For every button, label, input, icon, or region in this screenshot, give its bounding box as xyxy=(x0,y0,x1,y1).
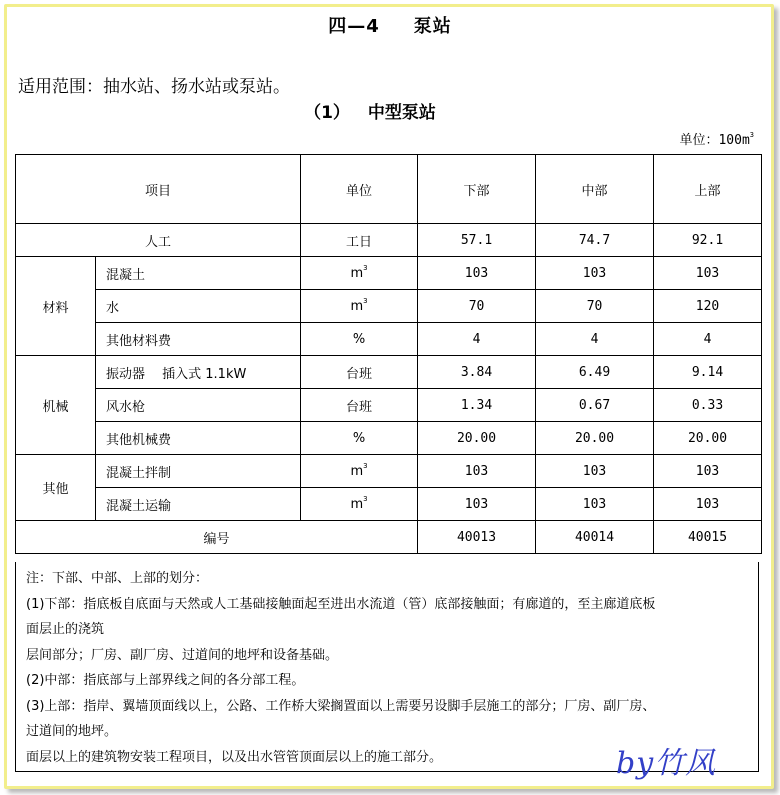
labor-label: 人工 xyxy=(16,224,301,257)
row-item-name: 混凝土运输 xyxy=(96,488,301,521)
row-value: 6.49 xyxy=(536,356,654,389)
row-value: 1.34 xyxy=(418,389,536,422)
header-unit: 单位 xyxy=(301,155,418,224)
row-unit xyxy=(301,422,418,455)
row-value: 70 xyxy=(536,290,654,323)
row-unit-text: 台班 xyxy=(346,399,373,415)
page-title xyxy=(0,12,780,38)
scope-text: 适用范围：抽水站、扬水站或泵站。 xyxy=(18,77,290,97)
table-row xyxy=(16,323,762,356)
unit-label xyxy=(679,129,754,148)
labor-unit: 工日 xyxy=(301,224,418,257)
labor-value-lower: 57.1 xyxy=(418,224,536,257)
row-value: 20.00 xyxy=(654,422,762,455)
table-row xyxy=(16,455,762,488)
row-value: 103 xyxy=(654,257,762,290)
code-value-upper: 40015 xyxy=(654,521,762,554)
table-row xyxy=(16,389,762,422)
row-item-name: 水 xyxy=(96,290,301,323)
row-value: 70 xyxy=(418,290,536,323)
labor-value-upper: 92.1 xyxy=(654,224,762,257)
table-row xyxy=(16,356,762,389)
note-line: 过道间的地坪。 xyxy=(26,724,118,739)
table-row-code xyxy=(16,521,762,554)
row-value: 103 xyxy=(536,455,654,488)
row-value: 4 xyxy=(536,323,654,356)
table-row-labor xyxy=(16,224,762,257)
code-value-middle: 40014 xyxy=(536,521,654,554)
row-value: 103 xyxy=(536,488,654,521)
row-unit xyxy=(301,389,418,422)
code-value-lower: 40013 xyxy=(418,521,536,554)
row-item-name: 振动器 插入式 1.1kW xyxy=(96,356,301,389)
row-item-name: 风水枪 xyxy=(96,389,301,422)
subtitle-name: 中型泵站 xyxy=(367,103,436,123)
row-unit-text: % xyxy=(352,430,366,446)
row-value: 103 xyxy=(418,257,536,290)
note-line: 层间部分；厂房、副厂房、过道间的地坪和设备基础。 xyxy=(26,647,339,663)
row-unit-text: m xyxy=(350,265,364,281)
section-name: 泵站 xyxy=(413,16,452,37)
note-line: (1)下部：指底板自底面与天然或人工基础接触面起至进出水流道（管）底部接触面；有廊道的，至主廊道底板 xyxy=(26,596,656,612)
labor-value-middle: 74.7 xyxy=(536,224,654,257)
row-item-name: 混凝土 xyxy=(96,257,301,290)
row-unit-sup: 3 xyxy=(363,263,368,272)
row-value: 9.14 xyxy=(654,356,762,389)
group-label: 机械 xyxy=(16,356,96,455)
note-line: 注：下部、中部、上部的划分： xyxy=(26,571,209,586)
unit-prefix: 单位：100m xyxy=(679,133,750,148)
row-unit-sup: 3 xyxy=(363,461,368,470)
header-col-middle: 中部 xyxy=(536,155,654,224)
row-value: 3.84 xyxy=(418,356,536,389)
row-value: 120 xyxy=(654,290,762,323)
row-unit-text: m xyxy=(350,496,364,512)
table-row xyxy=(16,422,762,455)
row-item-name: 混凝土拌制 xyxy=(96,455,301,488)
row-unit xyxy=(301,488,418,521)
header-col-upper: 上部 xyxy=(654,155,762,224)
row-item-name: 其他机械费 xyxy=(96,422,301,455)
row-unit-text: % xyxy=(352,331,366,347)
row-value: 103 xyxy=(418,488,536,521)
quota-table xyxy=(15,154,762,554)
row-unit-sup: 3 xyxy=(363,296,368,305)
row-unit xyxy=(301,290,418,323)
header-item: 项目 xyxy=(16,155,301,224)
group-label: 其他 xyxy=(16,455,96,521)
unit-sup: 3 xyxy=(749,131,754,139)
row-unit-sup: 3 xyxy=(363,494,368,503)
row-value: 4 xyxy=(418,323,536,356)
row-unit-text: m xyxy=(350,298,364,314)
note-line: (3)上部：指岸、翼墙顶面线以上，公路、工作桥大梁搁置面以上需要另设脚手层施工的部分；厂房、副厂房、 xyxy=(26,698,656,714)
row-value: 103 xyxy=(418,455,536,488)
row-value: 4 xyxy=(654,323,762,356)
row-value: 0.67 xyxy=(536,389,654,422)
table-header-row xyxy=(16,155,762,224)
row-value: 20.00 xyxy=(536,422,654,455)
row-unit-text: 台班 xyxy=(346,366,373,382)
row-item-name: 其他材料费 xyxy=(96,323,301,356)
group-label: 材料 xyxy=(16,257,96,356)
header-col-lower: 下部 xyxy=(418,155,536,224)
row-value: 103 xyxy=(536,257,654,290)
row-unit xyxy=(301,455,418,488)
row-value: 103 xyxy=(654,488,762,521)
table-subtitle xyxy=(0,98,740,123)
note-line: (2)中部：指底部与上部界线之间的各分部工程。 xyxy=(26,673,305,688)
row-unit xyxy=(301,323,418,356)
code-label: 编号 xyxy=(16,521,418,554)
section-code: 四—4 xyxy=(328,16,380,37)
subtitle-index: （1） xyxy=(304,103,350,123)
table-row xyxy=(16,290,762,323)
row-value: 0.33 xyxy=(654,389,762,422)
row-unit xyxy=(301,356,418,389)
table-row xyxy=(16,488,762,521)
table-row xyxy=(16,257,762,290)
note-line: 面层止的浇筑 xyxy=(26,622,105,637)
row-value: 20.00 xyxy=(418,422,536,455)
row-unit xyxy=(301,257,418,290)
row-value: 103 xyxy=(654,455,762,488)
row-unit-text: m xyxy=(350,463,364,479)
note-line: 面层以上的建筑物安装工程项目，以及出水管管顶面层以上的施工部分。 xyxy=(26,749,443,765)
signature: by竹风 xyxy=(616,746,717,781)
